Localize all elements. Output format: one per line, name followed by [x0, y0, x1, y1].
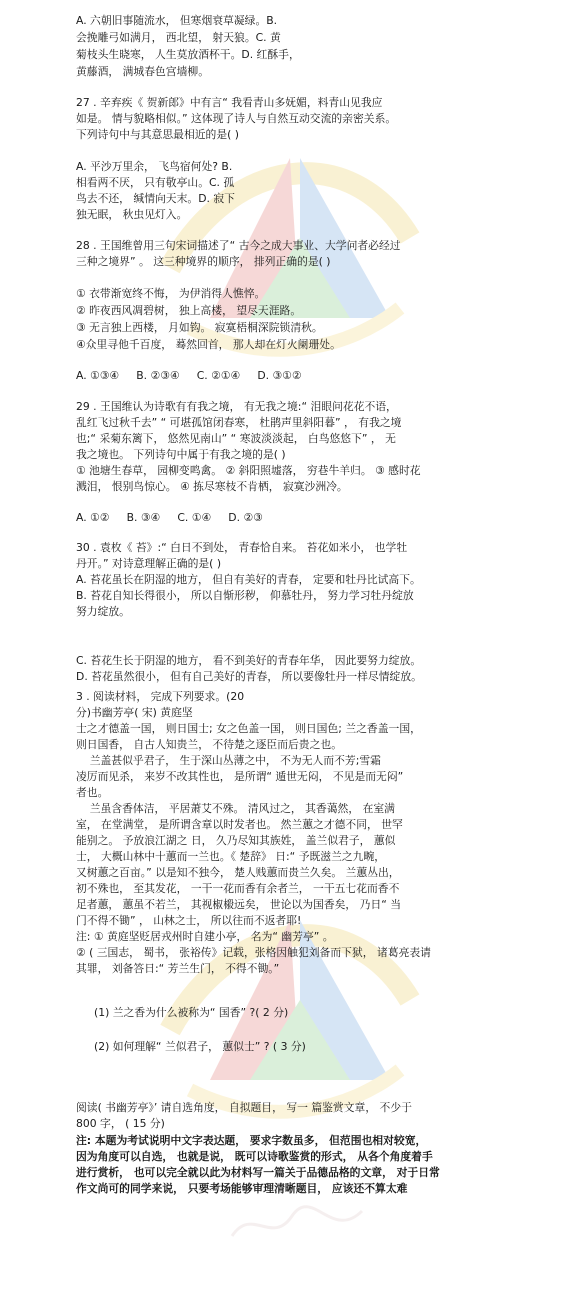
- option-line: 菊枝头生晓寒， 人生莫放酒杯干。D. 红酥手，: [76, 48, 300, 61]
- poem-item: ② 昨夜西风凋碧树， 独上高楼， 望尽天涯路。: [76, 304, 302, 317]
- question-30-line: B. 苔花自知长得很小， 所以自惭形秽， 仰慕牡丹， 努力学习牡丹绽放: [76, 589, 414, 602]
- question-30-line: D. 苔花虽然很小， 但有自己美好的青春， 所以要像牡丹一样尽情绽放。: [76, 670, 422, 683]
- option-line: 黄藤酒， 满城春色宫墙柳。: [76, 65, 209, 78]
- sub-question-1: (1) 兰之香为什么被称为“ 国香” ?( 2 分): [94, 1006, 289, 1019]
- note-line: 进行赏析， 也可以完全就以此为材料写一篇关于品德品格的文章， 对于日常: [76, 1166, 440, 1179]
- note-line: 注: 本题为考试说明中文字表达题， 要求字数虽多， 但范围也相对较宽，: [76, 1134, 427, 1147]
- question-30-line: C. 苔花生长于阴湿的地方， 看不到美好的青春年华， 因此要努力绽放。: [76, 654, 422, 667]
- question-29-line: 29 . 王国维认为诗歌有有我之境， 有无我之境:“ 泪眼问花花不语，: [76, 400, 397, 413]
- option-line: 独无眠， 秋虫见灯入。: [76, 208, 188, 221]
- passage-line: 室， 在堂满堂， 是所谓含章以时发者也。 然兰蕙之才德不同， 世罕: [76, 818, 403, 831]
- footnote-line: ② ( 三国志， 蜀书， 张裕传》记载，张格因触犯刘备而下狱， 诸葛亮表请: [76, 946, 431, 959]
- option-line: 相看两不厌， 只有敬亭山。C. 孤: [76, 176, 235, 189]
- passage-line: 者也。: [76, 786, 109, 799]
- footnote-line: 其罪， 刘备答日:“ 芳兰生门， 不得不锄。”: [76, 962, 280, 975]
- passage-line: 士之才德盖一国， 则日国士; 女之色盖一国， 则日国色; 兰之香盖一国，: [76, 722, 421, 735]
- answer-options: A. ①③④ B. ②③④ C. ②①④ D. ③①②: [76, 369, 302, 382]
- passage-line: 门不得不锄” ， 山林之士， 所以往而不返者耶!: [76, 914, 302, 927]
- question-30-line: 丹开。” 对诗意理解正确的是( ): [76, 557, 222, 570]
- question-29-line: 我之境也。 下列诗句中属于有我之境的是( ): [76, 448, 286, 461]
- option-line: 鸟去不还， 缄情向天末。D. 寂下: [76, 192, 235, 205]
- poem-item: ③ 无言独上西楼， 月如钩。 寂寞梧桐深院锁清秋。: [76, 321, 323, 334]
- option-line: 会挽雕弓如满月， 西北望， 射天狼。C. 黄: [76, 31, 281, 44]
- answer-options: A. ①② B. ③④ C. ①④ D. ②③: [76, 511, 263, 524]
- note-line: 因为角度可以自选， 也就是说， 既可以诗歌鉴赏的形式， 从各个角度着手: [76, 1150, 433, 1163]
- poem-item: ④众里寻他千百度， 蓦然回首， 那人却在灯火阑珊处。: [76, 338, 341, 351]
- question-30-line: 30 . 袁枚《 苔》:“ 白日不到处， 青春恰自来。 苔花如米小， 也学牡: [76, 541, 408, 554]
- passage-line: 兰虽含香体洁， 平居萧艾不殊。 清风过之， 其香蔼然， 在室满: [76, 802, 395, 815]
- writing-task-line: 阅读( 书幽芳亭》’ 请自选角度， 自拟题目， 写一 篇鉴赏文章， 不少于: [76, 1101, 412, 1114]
- passage-line: 足者蕙， 蕙虽不若兰， 其视椒榝远矣， 世论以为国香矣， 乃日“ 当: [76, 898, 402, 911]
- option-line: A. 平沙万里余， 飞鸟宿何处? B.: [76, 160, 233, 173]
- question-29-line: 乱红飞过秋千去” “ 可堪孤馆闭春寒， 杜鹃声里斜阳暮” ， 有我之境: [76, 416, 402, 429]
- passage-line: 能别之。 予放浪江湖之 日， 久乃尽知其族姓， 盖兰似君子， 蕙似: [76, 834, 396, 847]
- question-29-line: ① 池塘生春草， 园柳变鸣禽。 ② 斜阳照墟落， 穷巷牛羊归。 ③ 感时花: [76, 464, 421, 477]
- question-28-line: 三种之境界” 。 这三种境界的顺序， 排列正确的是( ): [76, 255, 331, 268]
- passage-line: 凌厉而见杀， 来岁不改其性也， 是所谓“ 遁世无闷， 不见是而无闷”: [76, 770, 404, 783]
- passage-line: 初不殊也， 至其发花， 一干一花而香有余者兰， 一干五七花而香不: [76, 882, 400, 895]
- question-29-line: 也;“ 采菊东篱下， 悠然见南山” “ 寒波淡淡起， 白鸟悠悠下” ， 无: [76, 432, 396, 445]
- question-28-line: 28 . 王国维曾用三句宋词描述了“ 古今之成大事业、大学问者必经过: [76, 239, 401, 252]
- option-line: A. 六朝旧事随流水， 但寒烟衰草凝绿。B.: [76, 14, 278, 27]
- passage-line: 又树蕙之百亩。” 以是知不独今， 楚人贱蕙而贵兰久矣。 兰蕙丛出，: [76, 866, 400, 879]
- sub-question-2: (2) 如何理解“ 兰似君子， 蕙似士” ? ( 3 分): [94, 1040, 306, 1053]
- question-30-line: A. 苔花虽长在阴湿的地方， 但自有美好的青春， 定要和牡丹比试高下。: [76, 573, 421, 586]
- question-27-line: 下列诗句中与其意思最相近的是( ): [76, 128, 240, 141]
- calligraphy-watermark: [222, 1196, 372, 1256]
- question-27-line: 如是。 情与貌略相似。” 这体现了诗人与自然互动交流的亲密关系。: [76, 112, 397, 125]
- question-30-line: 努力绽放。: [76, 605, 130, 618]
- passage-line: 士， 大概山林中十蕙而一兰也。《 楚辞》 日:“ 予既滋兰之九畹，: [76, 850, 386, 863]
- note-line: 作文尚可的同学来说， 只要考场能够审理清晰题目， 应该还不算太难: [76, 1182, 408, 1195]
- passage-line: 则日国香， 自古人知贵兰， 不待楚之逐臣而后贵之也。: [76, 738, 342, 751]
- question-27-line: 27 . 辛弃疾《 贺新郎》中有言“ 我看青山多妩媚，料青山见我应: [76, 96, 383, 109]
- section-3-line: 3 . 阅读材料， 完成下列要求。(20: [76, 690, 245, 703]
- section-3-line: 分)书幽芳亭( 宋) 黄庭坚: [76, 706, 193, 719]
- poem-item: ① 衣带渐宽终不悔， 为伊消得人憔悴。: [76, 287, 266, 300]
- footnote-line: 注: ① 黄庭坚贬居戎州时自建小亭， 名为“ 幽芳亭” 。: [76, 930, 334, 943]
- writing-task-line: 800 字， ( 15 分): [76, 1117, 165, 1130]
- passage-line: 兰盖甚似乎君子， 生于深山丛薄之中， 不为无人而不芳;雪霜: [76, 754, 381, 767]
- question-29-line: 溅泪， 恨别鸟惊心。 ④ 拣尽寒枝不肯栖， 寂寞沙洲冷。: [76, 480, 348, 493]
